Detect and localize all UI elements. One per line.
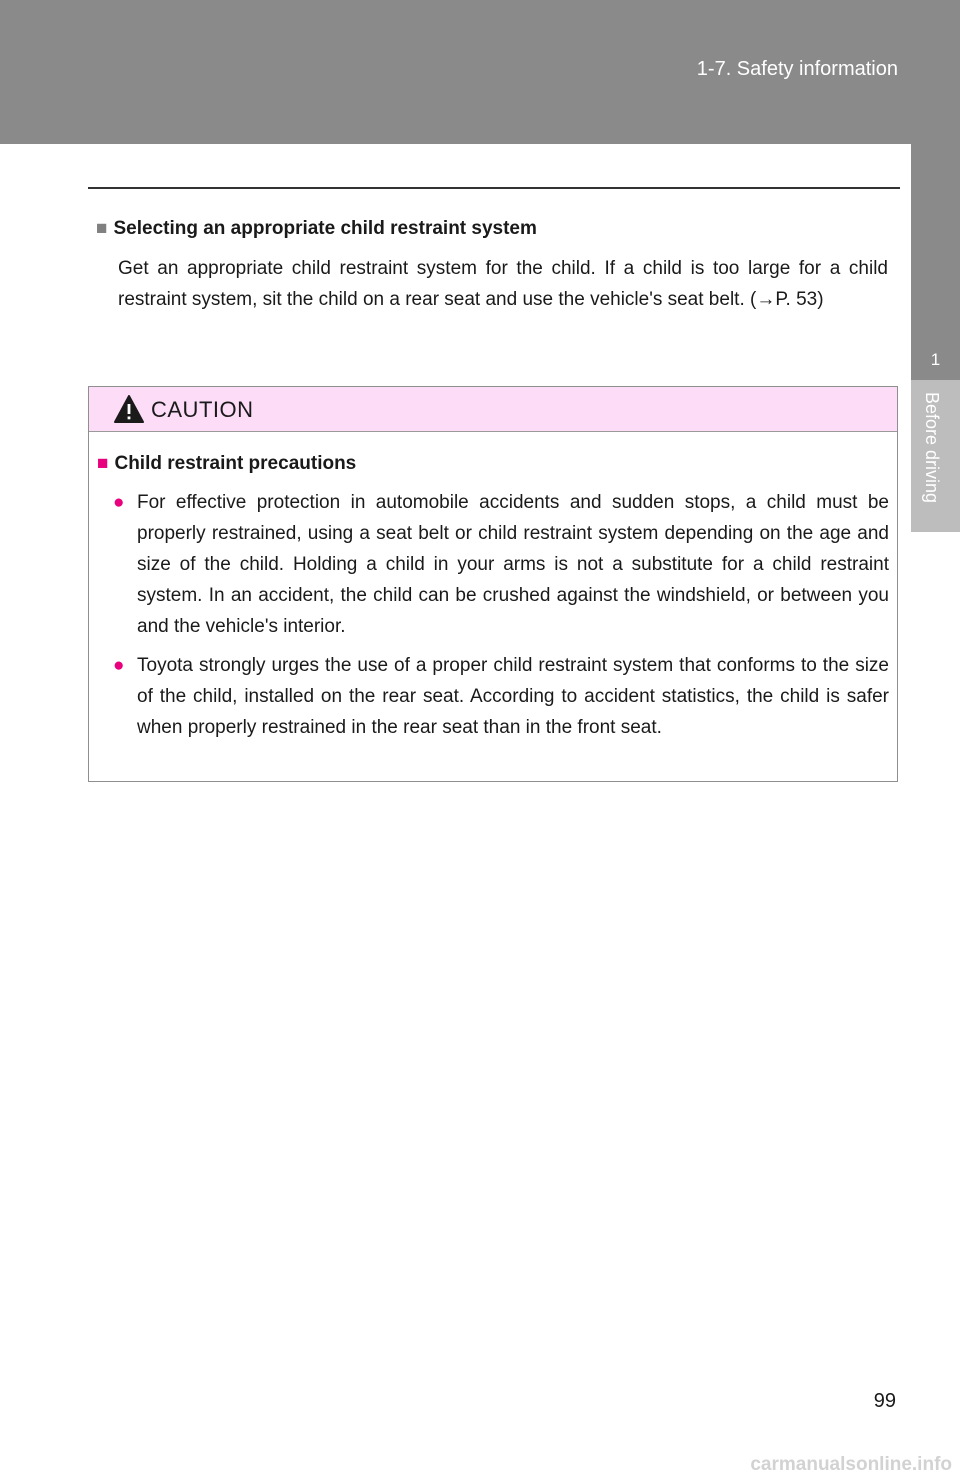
chapter-name: Before driving bbox=[922, 392, 942, 504]
chapter-tab bbox=[911, 144, 960, 380]
section-title: 1-7. Safety information bbox=[696, 58, 898, 80]
topic-heading bbox=[96, 218, 537, 240]
caution-item bbox=[113, 650, 889, 743]
chapter-number: 1 bbox=[930, 350, 941, 369]
warning-triangle-icon bbox=[113, 394, 145, 424]
caution-heading bbox=[97, 453, 356, 475]
circle-bullet-icon: ● bbox=[113, 492, 125, 513]
watermark: carmanualsonline.info bbox=[750, 1454, 952, 1475]
caution-heading-text: Child restraint precautions bbox=[114, 453, 357, 474]
caution-box bbox=[88, 386, 898, 782]
caution-item bbox=[113, 487, 889, 642]
square-bullet-icon: ■ bbox=[97, 453, 109, 474]
caution-header bbox=[89, 387, 897, 432]
caution-label: CAUTION bbox=[151, 397, 254, 422]
section-divider bbox=[88, 187, 900, 189]
caution-item-text: For effective protection in automobile accidents and sudden stops, a child must be properly restrained, using a seat belt or child restraint system depending on the age and size of the child. Holding a child in your arms is not a substitute for a child restraint system. In an accident, the child can be crushed against the windshield, or between you and the vehicle's interior. bbox=[137, 492, 889, 637]
topic-body: Get an appropriate child restraint system for the child. If a child is too large for a child restraint system, sit the child on a rear seat and use the vehicle's seat belt. (→P. 53) bbox=[118, 258, 888, 310]
caution-item-text: Toyota strongly urges the use of a proper child restraint system that conforms to the size of the child, installed on the rear seat. According to accident statistics, the child is safer when properly restrained in the rear seat than in the front seat. bbox=[137, 655, 889, 738]
square-bullet-icon: ■ bbox=[96, 218, 108, 239]
topic-heading-text: Selecting an appropriate child restraint system bbox=[113, 218, 537, 239]
page-number: 99 bbox=[873, 1390, 896, 1412]
circle-bullet-icon: ● bbox=[113, 655, 125, 676]
